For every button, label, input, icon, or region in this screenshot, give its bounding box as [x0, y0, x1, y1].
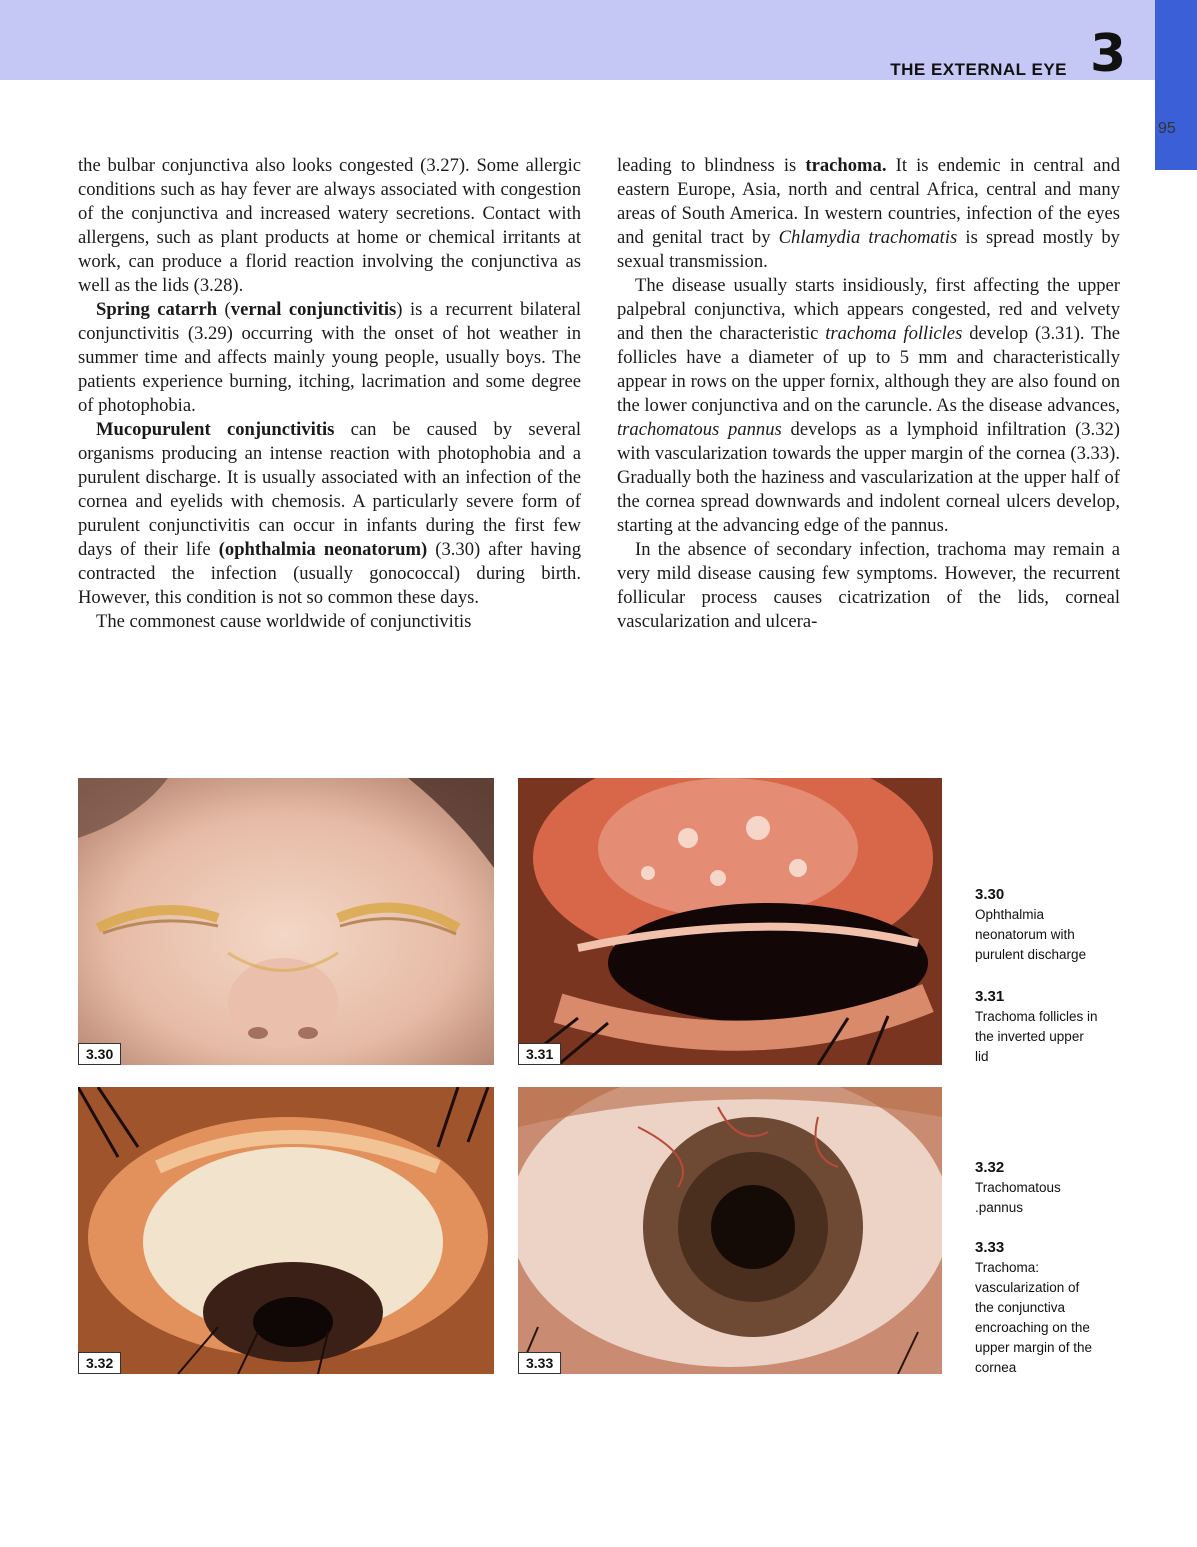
bold-term: Spring catarrh — [96, 299, 218, 320]
figure-3-31-photo — [518, 778, 942, 1065]
caption-3-31 — [975, 987, 1135, 1067]
paragraph: The commonest cause worldwide of conjunctivitis — [96, 611, 472, 632]
text-run: develops as a lymphoid infiltration (3.32) with vascularization towards the upper margin of the cornea (3.33). Gradually both the haziness and vascularization at the upper half of the cornea spread downwards and indolent corneal ulcers develop, starting at the advancing edge of the pannus. — [617, 419, 1120, 536]
caption-line: neonatorum with — [975, 927, 1075, 942]
text-run: ( — [217, 299, 231, 320]
caption-line: the inverted upper — [975, 1029, 1084, 1044]
caption-3-33 — [975, 1238, 1135, 1378]
paragraph: In the absence of secondary infection, trachoma may remain a very mild disease causing few symptoms. However, the recurrent follicular process causes cicatrization of the lids, corneal vascularization and ulcera- — [617, 539, 1120, 632]
figure-3-32-photo — [78, 1087, 494, 1374]
caption-number: 3.32 — [975, 1159, 1005, 1176]
text-run: is spread mostly by sexual transmission. — [617, 227, 1120, 272]
chapter-tab — [1155, 0, 1197, 170]
paragraph — [617, 154, 1120, 274]
italic-term: trachoma follicles — [825, 323, 963, 344]
infant-face-image — [78, 778, 494, 1065]
bold-term: (ophthalmia neonatorum) — [218, 539, 428, 560]
paragraph: the bulbar conjunctiva also looks congested (3.27). Some allergic conditions such as hay fever are always associated with congestion of the conjunctiva and increased watery secretions. Contact with allergens, such as plant products at home or chemical irritants at work, can produce a florid reaction involving the conjunctiva as well as the lids (3.28). — [78, 155, 581, 296]
caption-line: Trachoma follicles in — [975, 1009, 1098, 1024]
italic-term: trachomatous pannus — [617, 419, 782, 440]
caption-number: 3.30 — [975, 886, 1005, 903]
left-text-column — [78, 154, 581, 634]
text-run: The disease usually starts insidiously, first affecting the upper palpebral conjunctiva, which appears congested, red and velvety and then the characteristic — [617, 275, 1120, 344]
caption-line: lid — [975, 1049, 989, 1064]
figure-label: 3.30 — [78, 1043, 121, 1065]
chapter-number: 3 — [1090, 24, 1127, 84]
text-run: (3.30) after having contracted the infection (usually gonococcal) during birth. However, this condition is not so common these days. — [78, 539, 582, 608]
text-run: develop (3.31). The follicles have a diameter of up to 5 mm and characteristically appear in rows on the upper fornix, although they are also found on the lower conjunctiva and on the caruncle. As the disease advances, — [617, 323, 1121, 416]
caption-line: the conjunctiva — [975, 1300, 1066, 1315]
figure-label: 3.31 — [518, 1043, 561, 1065]
caption-3-30 — [975, 885, 1135, 965]
bold-term: Mucopurulent conjunctivitis — [96, 419, 335, 440]
text-run: ) is a recurrent bilateral conjunctivitis (3.29) occurring with the onset of hot weather in summer time and affects mainly young people, usually boys. The patients experience burning, itching, lacrimation and some degree of photophobia. — [78, 299, 582, 416]
caption-number: 3.31 — [975, 988, 1005, 1005]
caption-line: vascularization of — [975, 1280, 1080, 1295]
figure-label: 3.33 — [518, 1352, 561, 1374]
vascularization-image — [518, 1087, 942, 1374]
italic-term: Chlamydia trachomatis — [778, 227, 958, 248]
figure-3-30-photo — [78, 778, 494, 1065]
caption-line: cornea — [975, 1360, 1017, 1375]
text-run: It is endemic in central and eastern Europe, Asia, north and central Africa, central and many areas of South America. In western countries, infection of the eyes and genital tract by — [617, 155, 1120, 248]
caption-line: upper margin of the — [975, 1340, 1093, 1355]
figure-3-33-photo — [518, 1087, 942, 1374]
bold-term: trachoma. — [805, 155, 887, 176]
paragraph — [78, 418, 581, 610]
caption-line: purulent discharge — [975, 947, 1087, 962]
chapter-title: THE EXTERNAL EYE — [890, 60, 1067, 79]
page-number: 95 — [1158, 120, 1176, 137]
caption-line: Trachoma: — [975, 1260, 1040, 1275]
paragraph — [617, 274, 1120, 538]
right-text-column — [617, 154, 1120, 634]
paragraph — [78, 298, 581, 418]
figure-label: 3.32 — [78, 1352, 121, 1374]
inverted-lid-image — [518, 778, 942, 1065]
caption-line: Ophthalmia — [975, 907, 1045, 922]
bold-term: vernal conjunctivitis — [230, 299, 397, 320]
caption-line: .pannus — [975, 1200, 1024, 1215]
caption-3-32 — [975, 1158, 1135, 1218]
text-run: leading to blindness is — [617, 155, 806, 176]
caption-line: encroaching on the — [975, 1320, 1090, 1335]
caption-line: Trachomatous — [975, 1180, 1061, 1195]
caption-number: 3.33 — [975, 1239, 1005, 1256]
text-run: can be caused by several organisms producing an intense reaction with photophobia and a purulent discharge. It is usually associated with an infection of the cornea and eyelids with chemosis. A particularly severe form of purulent conjunctivitis can occur in infants during the first few days of their life — [78, 419, 581, 560]
pannus-image — [78, 1087, 494, 1374]
